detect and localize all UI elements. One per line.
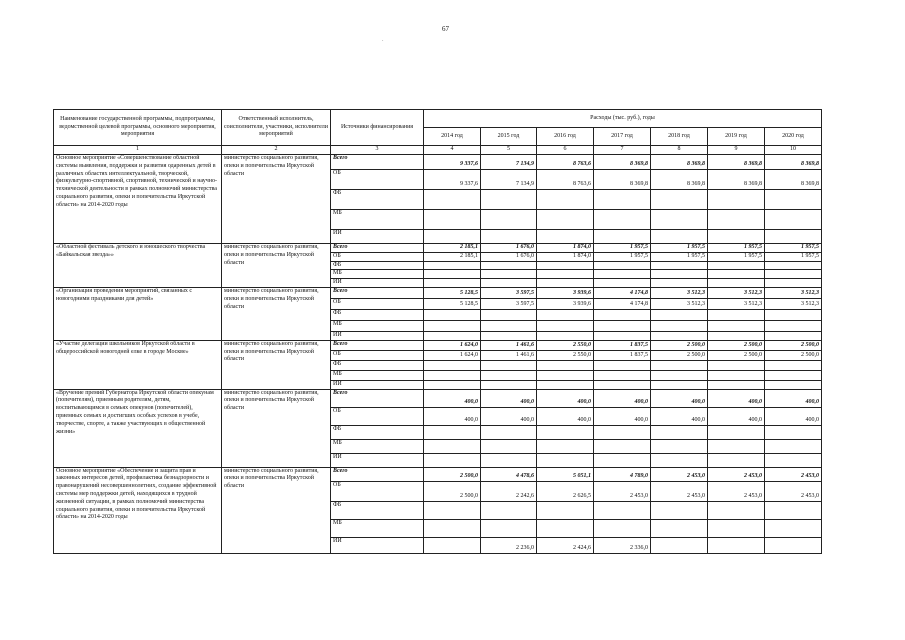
expense-value [594,501,651,519]
expense-value: 2 500,0 [708,340,765,350]
header-name: Наименование государственной программы, подпрограммы, ведомственной целевой программы, основного мероприятия, мероприятия [54,110,222,146]
expense-value: 4 789,0 [594,467,651,481]
expense-value [537,425,594,439]
responsible-executor: министерство социального развития, опеки и попечительства Иркутской области [222,467,331,553]
column-index: 2 [222,146,331,155]
expense-value [424,453,481,467]
expense-value: 5 051,1 [537,467,594,481]
expense-value [424,380,481,389]
expense-value: 400,0 [765,389,822,407]
expense-value [594,380,651,389]
expense-value: 1 837,5 [594,350,651,360]
expense-value [481,501,537,519]
funding-source: ФБ [331,501,424,519]
header-row [54,110,822,128]
expense-value [765,279,822,288]
header-sources: Источники финансирования [331,110,424,146]
expense-value [765,210,822,230]
budget-table [53,109,822,554]
expense-value [481,439,537,453]
expense-value [537,360,594,370]
expense-value [708,279,765,288]
expense-value [424,210,481,230]
expense-value: 4 478,6 [481,467,537,481]
expense-value [424,537,481,553]
expense-value [651,261,708,270]
expense-value [424,501,481,519]
expense-value [594,320,651,331]
expense-value: 1 957,5 [594,252,651,261]
responsible-executor: министерство социального развития, опеки и попечительства Иркутской области [222,389,331,467]
expense-value [651,537,708,553]
expense-value [708,320,765,331]
expense-value [481,270,537,279]
expense-value: 400,0 [424,389,481,407]
expense-value [594,190,651,210]
expense-value: 400,0 [594,407,651,425]
expense-value [708,380,765,389]
expense-value: 2 500,0 [424,481,481,501]
expense-value [424,261,481,270]
expense-value [594,230,651,244]
expense-value [765,380,822,389]
expense-value [537,501,594,519]
expense-value [594,360,651,370]
expense-value: 2 424,6 [537,537,594,553]
expense-value [424,439,481,453]
expense-value [708,360,765,370]
responsible-executor: министерство социального развития, опеки и попечительства Иркутской области [222,287,331,340]
expense-value [594,309,651,320]
funding-source: ИИ [331,380,424,389]
expense-value [481,360,537,370]
expense-value: 3 939,6 [537,298,594,309]
activity-name: Основное мероприятие «Обеспечение и защита прав и законных интересов детей, профилактика безнадзорности и правонарушений несовершеннолетних, создание эффективной системы мер поддержки детей, находящихся в трудной жизненной ситуации, в рамках полномочий министерства социального развития, опеки и попечительства Иркутской области» на 2014-2020 годы [54,467,222,553]
expense-value: 2 453,0 [651,481,708,501]
funding-source: Всего [331,389,424,407]
responsible-executor: министерство социального развития, опеки и попечительства Иркутской области [222,244,331,288]
expense-value: 8 369,8 [708,155,765,170]
expense-value [537,380,594,389]
expense-value [537,320,594,331]
expense-value: 3 512,3 [765,298,822,309]
expense-value: 4 174,8 [594,298,651,309]
expense-value: 8 369,8 [651,170,708,190]
expense-value [651,501,708,519]
expense-value [537,370,594,380]
expense-value: 2 500,0 [708,350,765,360]
expense-value: 1 957,5 [708,244,765,253]
table-row [54,244,822,253]
expense-value [651,230,708,244]
expense-value [537,190,594,210]
funding-source: ОБ [331,481,424,501]
expense-value [481,425,537,439]
column-index: 7 [594,146,651,155]
header-responsible: Ответственный исполнитель, соисполнители, участники, исполнители мероприятий [222,110,331,146]
expense-value: 2 500,0 [651,350,708,360]
expense-value: 2 550,0 [537,340,594,350]
activity-name: «Организация проведения мероприятий, связанных с новогодними праздниками для детей» [54,287,222,340]
year-header: 2020 год [765,128,822,146]
expense-value: 400,0 [481,407,537,425]
expense-value: 1 957,5 [651,244,708,253]
expense-value [708,453,765,467]
year-header: 2019 год [708,128,765,146]
expense-value: 2 453,0 [765,481,822,501]
expense-value [651,320,708,331]
expense-value [594,370,651,380]
expense-value [708,230,765,244]
expense-value: 7 134,9 [481,155,537,170]
funding-source: ФБ [331,309,424,320]
expense-value: 8 369,8 [651,155,708,170]
expense-value [594,331,651,340]
expense-value: 4 174,8 [594,287,651,298]
expense-value: 2 453,0 [765,467,822,481]
expense-value [765,370,822,380]
year-header: 2017 год [594,128,651,146]
funding-source: ИИ [331,537,424,553]
expense-value [537,331,594,340]
expense-value: 1 957,5 [651,252,708,261]
funding-source: Всего [331,244,424,253]
expense-value [481,320,537,331]
expense-value: 8 763,6 [537,170,594,190]
expense-value: 9 337,6 [424,170,481,190]
expense-value [481,261,537,270]
expense-value [594,270,651,279]
column-index: 10 [765,146,822,155]
expense-value [594,453,651,467]
expense-value [424,519,481,537]
expense-value [765,501,822,519]
funding-source: МБ [331,270,424,279]
expense-value: 2 236,0 [481,537,537,553]
expense-value [765,190,822,210]
column-index: 3 [331,146,424,155]
expense-value: 1 837,5 [594,340,651,350]
expense-value [481,331,537,340]
expense-value [765,453,822,467]
expense-value [765,537,822,553]
funding-source: ОБ [331,252,424,261]
expense-value [481,370,537,380]
expense-value [424,309,481,320]
expense-value [481,230,537,244]
activity-name: «Областной фестиваль детского и юношеского творчества «Байкальская звезда»» [54,244,222,288]
expense-value [765,360,822,370]
expense-value [765,270,822,279]
expense-value: 3 512,3 [651,298,708,309]
funding-source: МБ [331,519,424,537]
expense-value: 2 336,0 [594,537,651,553]
expense-value [537,261,594,270]
expense-value: 2 500,0 [651,340,708,350]
expense-value: 2 550,0 [537,350,594,360]
year-header: 2014 год [424,128,481,146]
expense-value [424,270,481,279]
expense-value [765,519,822,537]
expense-value: 9 337,6 [424,155,481,170]
funding-source: ФБ [331,425,424,439]
expense-value [651,453,708,467]
funding-source: ФБ [331,261,424,270]
expense-value [708,270,765,279]
expense-value: 400,0 [537,389,594,407]
column-index: 9 [708,146,765,155]
expense-value [651,309,708,320]
expense-value [594,425,651,439]
expense-value: 400,0 [424,407,481,425]
expense-value [481,210,537,230]
expense-value: 400,0 [481,389,537,407]
responsible-executor: министерство социального развития, опеки и попечительства Иркутской области [222,155,331,244]
expense-value: 1 461,6 [481,350,537,360]
expense-value [765,309,822,320]
funding-source: ОБ [331,407,424,425]
expense-value: 1 874,0 [537,252,594,261]
expense-value [651,380,708,389]
expense-value [594,519,651,537]
year-header: 2015 год [481,128,537,146]
expense-value [651,331,708,340]
expense-value: 2 185,1 [424,252,481,261]
expense-value: 8 369,8 [708,170,765,190]
expense-value: 3 512,3 [708,298,765,309]
table-row [54,389,822,407]
expense-value [651,519,708,537]
expense-value [708,501,765,519]
expense-value: 400,0 [651,407,708,425]
expense-value [481,519,537,537]
expense-value [537,519,594,537]
expense-value: 3 597,5 [481,298,537,309]
funding-source: МБ [331,439,424,453]
expense-value: 8 369,8 [594,155,651,170]
expense-value: 3 939,6 [537,287,594,298]
expense-value: 2 500,0 [765,350,822,360]
expense-value [708,439,765,453]
expense-value: 400,0 [594,389,651,407]
expense-value: 2 500,0 [765,340,822,350]
expense-value [537,309,594,320]
expense-value [651,425,708,439]
expense-value: 1 676,0 [481,252,537,261]
expense-value [765,425,822,439]
expense-value [481,453,537,467]
expense-value: 7 134,9 [481,170,537,190]
expense-value: 5 128,5 [424,298,481,309]
table-row [54,287,822,298]
expense-value [708,537,765,553]
expense-value: 8 369,8 [765,170,822,190]
expense-value [708,190,765,210]
funding-source: Всего [331,467,424,481]
index-row [54,146,822,155]
expense-value: 1 624,0 [424,340,481,350]
expense-value [651,370,708,380]
table-row [54,467,822,481]
expense-value [708,331,765,340]
expense-value: 1 874,0 [537,244,594,253]
expense-value [424,230,481,244]
expense-value: 1 461,6 [481,340,537,350]
expense-value: 400,0 [765,407,822,425]
scan-dot: . [382,37,384,43]
funding-source: МБ [331,210,424,230]
expense-value: 1 624,0 [424,350,481,360]
funding-source: ОБ [331,170,424,190]
expense-value [651,279,708,288]
activity-name: «Вручение премий Губернатора Иркутской области опекунам (попечителям), приемным родителям, детям, воспитывающимся в семьях опекунов (попечителей), приемных семьях и достигших особых успехов в учебе, творчестве, спорте, а также участвующих в общественной жизни» [54,389,222,467]
expense-value [765,320,822,331]
expense-value [424,320,481,331]
expense-value: 2 453,0 [651,467,708,481]
expense-value [481,279,537,288]
expense-value: 3 512,3 [708,287,765,298]
expense-value [481,309,537,320]
expense-value [424,370,481,380]
expense-value [651,360,708,370]
expense-value [765,230,822,244]
expense-value: 400,0 [537,407,594,425]
expense-value [424,331,481,340]
expense-value [537,230,594,244]
expense-value [481,190,537,210]
expense-value: 2 242,6 [481,481,537,501]
funding-source: ИИ [331,331,424,340]
header-expenses: Расходы (тыс. руб.), годы [424,110,822,128]
expense-value: 8 369,8 [594,170,651,190]
table-row [54,340,822,350]
expense-value [424,190,481,210]
column-index: 4 [424,146,481,155]
expense-value [424,279,481,288]
responsible-executor: министерство социального развития, опеки и попечительства Иркутской области [222,340,331,389]
funding-source: ИИ [331,453,424,467]
expense-value [594,439,651,453]
expense-value [481,380,537,389]
expense-value [424,425,481,439]
expense-value: 3 512,3 [651,287,708,298]
page-number: 67 [442,25,449,33]
expense-value: 1 957,5 [594,244,651,253]
expense-value: 400,0 [708,389,765,407]
expense-value [708,309,765,320]
table-row [54,155,822,170]
activity-name: «Участие делегации школьников Иркутской области в общероссийской новогодней елке в городе Москве» [54,340,222,389]
expense-value [537,270,594,279]
year-header: 2016 год [537,128,594,146]
funding-source: Всего [331,155,424,170]
expense-value: 8 369,8 [765,155,822,170]
expense-value: 2 500,0 [424,467,481,481]
funding-source: ИИ [331,230,424,244]
expense-value [765,261,822,270]
expense-value [651,190,708,210]
expense-value [594,261,651,270]
funding-source: Всего [331,287,424,298]
expense-value: 1 676,0 [481,244,537,253]
expense-value: 1 957,5 [765,252,822,261]
expense-value: 8 763,6 [537,155,594,170]
funding-source: ОБ [331,350,424,360]
expense-value: 2 453,0 [708,481,765,501]
expense-value [708,261,765,270]
expense-value: 5 128,5 [424,287,481,298]
column-index: 5 [481,146,537,155]
expense-value: 3 597,5 [481,287,537,298]
activity-name: Основное мероприятие «Совершенствование областной системы выявления, поддержки и развития одаренных детей в различных областях интеллектуальной, творческой, физкультурно-спортивной, спортивной, технической и научно-технической деятельности в рамках полномочий министерства социального развития, опеки и попечительства Иркутской области» на 2014-2020 годы [54,155,222,244]
expense-value [424,360,481,370]
expense-value [537,210,594,230]
column-index: 1 [54,146,222,155]
funding-source: МБ [331,370,424,380]
expense-value [765,331,822,340]
expense-value [651,270,708,279]
funding-source: Всего [331,340,424,350]
expense-value: 2 453,0 [594,481,651,501]
funding-source: ФБ [331,190,424,210]
expense-value [537,453,594,467]
expense-value [594,210,651,230]
expense-value [594,279,651,288]
expense-value [708,210,765,230]
column-index: 8 [651,146,708,155]
expense-value [708,519,765,537]
expense-value: 1 957,5 [708,252,765,261]
expense-value [708,370,765,380]
expense-value [765,439,822,453]
expense-value: 400,0 [651,389,708,407]
expense-value: 2 185,1 [424,244,481,253]
expense-value: 400,0 [708,407,765,425]
table-body [54,155,822,554]
funding-source: ОБ [331,298,424,309]
expense-value [708,425,765,439]
expense-value [651,439,708,453]
expense-value [537,279,594,288]
expense-value: 3 512,3 [765,287,822,298]
expense-value: 1 957,5 [765,244,822,253]
year-header: 2018 год [651,128,708,146]
funding-source: ИИ [331,279,424,288]
expense-value: 2 453,0 [708,467,765,481]
expense-value: 2 626,5 [537,481,594,501]
expense-value [651,210,708,230]
funding-source: ФБ [331,360,424,370]
expense-value [537,439,594,453]
funding-source: МБ [331,320,424,331]
column-index: 6 [537,146,594,155]
